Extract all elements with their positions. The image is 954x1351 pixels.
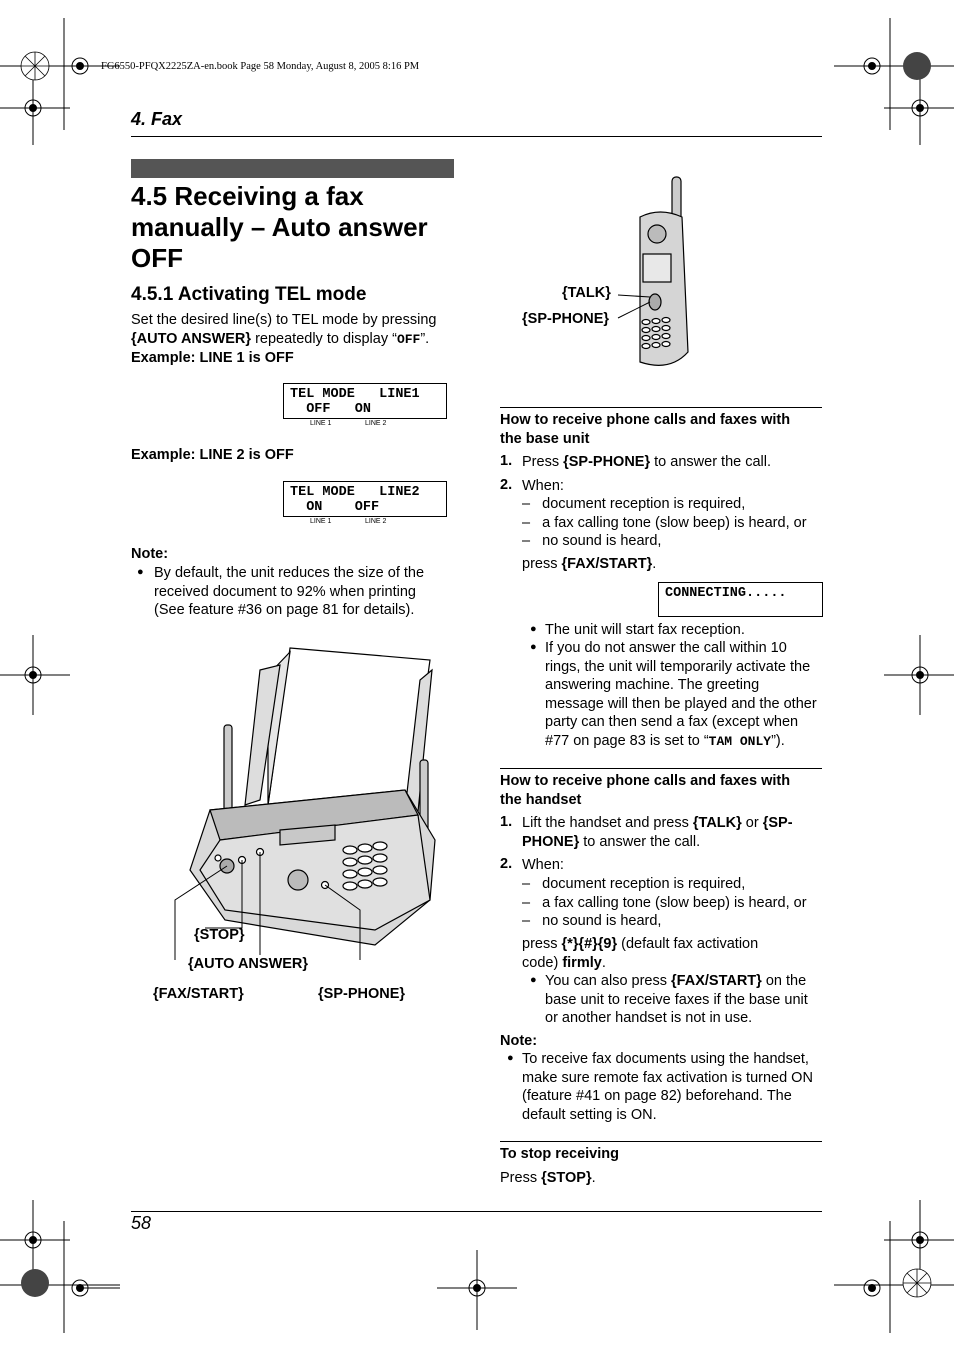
lcd-label: LINE 2 [365, 420, 387, 427]
print-mark: FG6550-PFQX2225ZA-en.book Page 58 Monday, August 8, 2005 8:16 PM [101, 61, 420, 72]
section-bar [131, 159, 454, 178]
step-number: 1. [500, 814, 513, 830]
press-code [522, 935, 822, 972]
note-label: Note: [500, 1033, 538, 1049]
bullet-icon: ● [137, 566, 144, 578]
bullet-text: on the [761, 973, 807, 989]
step-text: Press [522, 454, 564, 470]
intro-line: Set the desired line(s) to TEL mode by pressing [131, 312, 437, 328]
step-number: 2. [500, 477, 513, 493]
step-number: 2. [500, 856, 513, 872]
example2-label: Example: LINE 2 is OFF [131, 447, 294, 463]
callout-talk: {TALK} [562, 285, 611, 301]
handset-step1 [522, 814, 822, 851]
intro-line [131, 330, 461, 350]
callout-handset-sp-phone: {SP-PHONE} [522, 311, 610, 327]
press-fax-start [522, 555, 656, 574]
step-number: 1. [500, 453, 513, 469]
bullet-line: base unit to receive faxes if the base unit [545, 991, 808, 1008]
auto-answer-key: {AUTO ANSWER} [131, 330, 252, 347]
press-text: . [652, 556, 657, 572]
sp-phone-key: PHONE} [522, 833, 580, 850]
base-step1 [522, 453, 771, 472]
lcd-text: CONNECTING..... [665, 586, 787, 601]
footer-rule [131, 1211, 822, 1212]
callout-auto-answer: {AUTO ANSWER} [188, 956, 309, 972]
dash-item: a fax calling tone (slow beep) is heard, or [542, 894, 807, 911]
lcd-text: TEL MODE LINE2 [290, 485, 420, 500]
example1-label: Example: LINE 1 is OFF [131, 350, 294, 366]
fax-machine-illustration [150, 640, 450, 960]
off-code: OFF [396, 331, 421, 347]
intro-end: ”. [420, 330, 430, 347]
bullet-text: ”). [771, 732, 785, 749]
heading-line: How to receive phone calls and faxes with [500, 412, 791, 428]
lcd-label: LINE 2 [365, 518, 387, 525]
dash-item: no sound is heard, [542, 533, 662, 549]
step-text: Lift the handset and press [522, 815, 693, 831]
activation-code-keys: {*}{#}{9} [561, 936, 618, 952]
page-number: 58 [131, 1213, 152, 1233]
note-line: make sure remote fax activation is turned ON [522, 1069, 813, 1086]
stop-heading: To stop receiving [500, 1146, 619, 1162]
step-text: or [741, 815, 763, 831]
base-heading [500, 411, 790, 448]
stop-key: {STOP} [541, 1170, 592, 1186]
note-label: Note: [131, 546, 169, 562]
dash-item: document reception is required, [542, 496, 746, 512]
note-line: received document to 92% when printing [154, 583, 416, 600]
dash-item: no sound is heard, [542, 913, 662, 929]
talk-key: {TALK} [692, 815, 742, 831]
fax-start-key: {FAX/START} [561, 556, 653, 572]
handset-heading [500, 772, 790, 809]
note-text [154, 564, 454, 620]
subsection-title: 4.5.1 Activating TEL mode [131, 284, 367, 305]
bullet-line: rings, the unit will temporarily activate the [545, 658, 811, 675]
bullet-line: If you do not answer the call within 10 [545, 640, 787, 656]
tam-only-code: TAM ONLY [708, 733, 772, 749]
intro-text [131, 311, 461, 368]
note-line: default setting is ON. [522, 1106, 657, 1123]
handset-illustration [600, 172, 700, 377]
press-text: code) [522, 954, 563, 971]
bullet-line: or another handset is not in use. [545, 1010, 753, 1026]
sp-phone-key: {SP-PHONE} [563, 454, 651, 470]
heading-line: the base unit [500, 430, 590, 447]
dash-item: a fax calling tone (slow beep) is heard, or [542, 514, 807, 531]
note-line: To receive fax documents using the handset, [522, 1051, 809, 1067]
note-line: By default, the unit reduces the size of the [154, 565, 425, 581]
step-when: When: [522, 478, 564, 494]
dash-list: – document reception is required, – a fax calling tone (slow beep) is heard, or – no sound is heard, [522, 496, 807, 549]
heading-line: How to receive phone calls and faxes with [500, 773, 791, 789]
bullet-text-block [545, 639, 825, 751]
press-text: press [522, 936, 562, 952]
press-text: (default fax activation [617, 936, 759, 952]
lcd-label: LINE 1 [310, 518, 332, 525]
section-rule [500, 1141, 822, 1142]
bullet-icon: ● [507, 1052, 514, 1064]
note-line: (feature #41 on page 82) beforehand. The [522, 1088, 792, 1104]
section-title-line: OFF [131, 243, 183, 273]
section-title [131, 181, 428, 274]
step-text: to answer the call. [579, 833, 701, 850]
heading-line: the handset [500, 791, 582, 808]
step-when: When: [522, 857, 564, 873]
section-title-line: 4.5 Receiving a fax [131, 181, 364, 211]
bullet-line [545, 732, 825, 752]
bullet-icon: ● [530, 623, 537, 635]
bullet-icon: ● [530, 641, 537, 653]
step-text: to answer the call. [650, 454, 772, 470]
header-rule [131, 136, 822, 137]
intro-rest: repeatedly to display “ [251, 330, 397, 347]
bullet-line: answering machine. The greeting [545, 677, 760, 693]
sp-phone-key: {SP- [762, 815, 793, 831]
callout-sp-phone: {SP-PHONE} [318, 986, 406, 1002]
section-title-line: manually – Auto answer [131, 212, 428, 242]
note-text [522, 1050, 822, 1124]
bullet-line: party can then send a fax (except when [545, 714, 799, 730]
bullet-text: #77 on page 83 is set to “ [545, 732, 709, 749]
section-rule [500, 768, 822, 769]
section-rule [500, 407, 822, 408]
lcd-label: LINE 1 [310, 420, 332, 427]
fax-start-key: {FAX/START} [671, 973, 762, 989]
lcd-display-line1 [283, 383, 447, 419]
press-emphasis: firmly [562, 954, 602, 971]
stop-text-part: Press [500, 1170, 542, 1186]
lcd-text: OFF ON [290, 402, 372, 417]
chapter-header: 4. Fax [131, 109, 183, 129]
stop-text-part: . [591, 1170, 596, 1186]
bullet-icon: ● [530, 974, 537, 986]
bullet-text: The unit will start fax reception. [545, 622, 745, 638]
dash-item: document reception is required, [542, 876, 746, 892]
lcd-text: ON OFF [290, 500, 380, 515]
lcd-connecting [658, 582, 823, 617]
callout-stop: {STOP} [194, 927, 245, 943]
note-line: (See feature #36 on page 81 for details). [154, 602, 415, 618]
press-text: . [601, 954, 606, 971]
callout-fax-start: {FAX/START} [153, 986, 244, 1002]
press-text: press [522, 556, 562, 572]
lcd-display-line2 [283, 481, 447, 517]
lcd-text: TEL MODE LINE1 [290, 387, 420, 402]
bullet-line: message will then be played and the other [545, 695, 817, 712]
stop-text [500, 1169, 596, 1188]
bullet-text: You can also press [545, 973, 672, 989]
dash-list: – document reception is required, – a fax calling tone (slow beep) is heard, or – no sound is heard, [522, 876, 807, 929]
bullet-text-block [545, 972, 825, 1028]
